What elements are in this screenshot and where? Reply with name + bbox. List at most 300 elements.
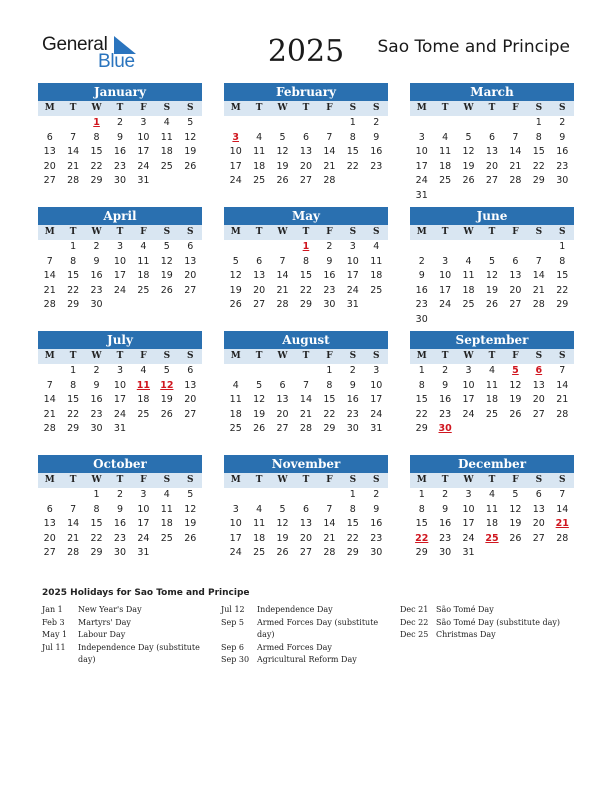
- weekday-label: T: [302, 103, 310, 113]
- week-row: [38, 255, 202, 270]
- holiday-item: [42, 617, 212, 630]
- day-cell: 29: [67, 423, 80, 435]
- week-row: [38, 160, 202, 175]
- weekday-label: T: [255, 351, 263, 361]
- day-cell: 20: [43, 532, 56, 544]
- day-cell: 4: [163, 117, 170, 128]
- day-cell: 21: [299, 408, 313, 420]
- day-cell: 18: [485, 518, 499, 530]
- weekday-header-row: [224, 473, 388, 488]
- weekday-label: S: [163, 475, 171, 485]
- weekday-label: T: [255, 227, 263, 237]
- weekday-label: M: [230, 103, 241, 113]
- weekday-header-row: [410, 225, 574, 240]
- week-row: [224, 503, 388, 518]
- day-cell: 13: [299, 146, 313, 158]
- holiday-day-cell: 5: [512, 365, 519, 376]
- calendar-year: 2025: [267, 34, 345, 69]
- day-cell: 29: [323, 423, 336, 435]
- day-cell: 24: [370, 408, 383, 420]
- day-cell: 25: [137, 284, 150, 296]
- empty-day-cell: [365, 298, 388, 313]
- weekday-header-row: [224, 225, 388, 240]
- empty-day-cell: [504, 189, 527, 204]
- empty-day-cell: [504, 546, 527, 561]
- day-cell: 27: [532, 532, 545, 544]
- day-cell: 17: [137, 518, 150, 530]
- day-cell: 10: [439, 270, 452, 282]
- empty-day-cell: [527, 240, 550, 255]
- day-cell: 9: [326, 255, 333, 267]
- day-cell: 28: [532, 299, 545, 311]
- day-cell: 18: [137, 394, 150, 406]
- day-cell: 19: [184, 146, 197, 158]
- day-cell: 22: [346, 160, 359, 172]
- empty-day-cell: [480, 422, 503, 437]
- day-cell: 14: [299, 394, 313, 406]
- day-cell: 11: [485, 503, 499, 515]
- day-cell: 12: [509, 503, 522, 515]
- week-row: [410, 488, 574, 503]
- day-cell: 12: [276, 518, 289, 530]
- day-cell: 18: [462, 284, 475, 296]
- month-title: December: [410, 455, 574, 473]
- weekday-label: S: [372, 475, 380, 485]
- day-cell: 9: [559, 131, 566, 143]
- month-july: [38, 331, 202, 437]
- day-cell: 23: [439, 408, 452, 420]
- weekday-label: W: [277, 227, 288, 237]
- day-cell: 6: [512, 255, 519, 267]
- day-cell: 17: [462, 394, 475, 406]
- day-cell: 8: [559, 255, 566, 267]
- day-cell: 25: [439, 175, 452, 187]
- day-cell: 8: [302, 255, 309, 267]
- day-cell: 5: [488, 255, 495, 267]
- week-row: [38, 116, 202, 131]
- empty-day-cell: [38, 240, 61, 255]
- weekday-label: M: [44, 103, 55, 113]
- day-cell: 14: [67, 146, 80, 158]
- weekday-label: T: [116, 351, 124, 361]
- weekday-label: F: [140, 103, 147, 113]
- day-cell: 23: [113, 532, 127, 544]
- weekday-label: S: [372, 351, 380, 361]
- holiday-name: Independence Day (substitute day): [78, 642, 200, 664]
- day-cell: 6: [302, 503, 309, 515]
- week-row: [38, 145, 202, 160]
- weekday-label: F: [512, 351, 519, 361]
- empty-day-cell: [271, 116, 294, 131]
- day-cell: 13: [43, 146, 56, 158]
- day-cell: 18: [253, 160, 266, 172]
- week-row: [410, 503, 574, 518]
- day-cell: 15: [323, 394, 336, 406]
- day-cell: 21: [43, 408, 56, 420]
- day-cell: 25: [229, 423, 242, 435]
- holiday-item: [42, 629, 212, 642]
- week-row: [224, 488, 388, 503]
- day-cell: 3: [116, 365, 123, 376]
- weekday-header-row: [38, 101, 202, 116]
- day-cell: 26: [276, 547, 289, 559]
- day-cell: 27: [253, 299, 266, 311]
- day-cell: 20: [184, 394, 197, 406]
- holiday-column: [400, 604, 570, 642]
- day-cell: 1: [70, 241, 77, 252]
- day-cell: 5: [279, 503, 286, 515]
- day-cell: 17: [439, 284, 452, 296]
- day-cell: 23: [370, 532, 383, 544]
- day-cell: 2: [116, 489, 123, 500]
- day-cell: 24: [113, 284, 127, 296]
- day-cell: 29: [532, 175, 545, 187]
- day-cell: 2: [93, 365, 100, 376]
- holiday-date: Sep 6: [221, 642, 244, 652]
- day-cell: 15: [532, 146, 545, 158]
- day-cell: 4: [140, 365, 147, 376]
- day-cell: 3: [465, 489, 472, 500]
- weekday-label: M: [416, 475, 427, 485]
- holiday-date: Sep 5: [221, 617, 244, 627]
- brand-name-general: General: [42, 34, 108, 55]
- day-cell: 16: [370, 146, 383, 158]
- month-april: [38, 207, 202, 313]
- empty-day-cell: [551, 422, 574, 437]
- day-cell: 18: [485, 394, 499, 406]
- weekday-header-row: [410, 473, 574, 488]
- day-cell: 11: [253, 146, 266, 158]
- day-cell: 29: [415, 547, 428, 559]
- day-cell: 15: [90, 146, 103, 158]
- day-cell: 10: [462, 379, 475, 391]
- day-cell: 6: [46, 131, 53, 143]
- day-cell: 12: [485, 270, 499, 282]
- day-cell: 29: [556, 299, 569, 311]
- day-cell: 23: [90, 408, 103, 420]
- weekday-label: S: [186, 103, 194, 113]
- day-cell: 16: [323, 270, 336, 282]
- day-cell: 22: [532, 160, 545, 172]
- weekday-label: T: [255, 475, 263, 485]
- weekday-label: F: [326, 227, 333, 237]
- empty-day-cell: [551, 189, 574, 204]
- empty-day-cell: [155, 422, 178, 437]
- empty-day-cell: [433, 240, 456, 255]
- day-cell: 11: [462, 270, 475, 282]
- day-cell: 6: [46, 503, 53, 515]
- empty-day-cell: [457, 116, 480, 131]
- holiday-day-cell: 30: [438, 423, 452, 435]
- day-cell: 21: [323, 532, 336, 544]
- holiday-day-cell: 1: [302, 241, 310, 252]
- day-cell: 23: [370, 160, 383, 172]
- day-cell: 22: [67, 408, 80, 420]
- day-cell: 29: [90, 547, 103, 559]
- day-cell: 14: [556, 379, 569, 391]
- week-row: [224, 422, 388, 437]
- day-cell: 24: [439, 299, 452, 311]
- day-cell: 20: [253, 284, 266, 296]
- day-cell: 6: [535, 489, 542, 500]
- day-cell: 1: [70, 365, 77, 376]
- day-cell: 28: [67, 175, 80, 187]
- week-row: [410, 364, 574, 379]
- day-cell: 20: [299, 532, 313, 544]
- empty-day-cell: [480, 546, 503, 561]
- week-row: [38, 503, 202, 518]
- day-cell: 6: [187, 365, 194, 376]
- empty-day-cell: [480, 189, 503, 204]
- weekday-label: W: [277, 475, 288, 485]
- empty-day-cell: [457, 189, 480, 204]
- day-cell: 3: [442, 255, 449, 267]
- day-cell: 9: [442, 379, 449, 391]
- day-cell: 10: [137, 131, 150, 143]
- day-cell: 16: [415, 284, 428, 296]
- day-cell: 2: [373, 117, 380, 128]
- month-title: August: [224, 331, 388, 349]
- empty-day-cell: [155, 298, 178, 313]
- holiday-date: Dec 21: [400, 605, 429, 614]
- week-row: [38, 408, 202, 423]
- day-cell: 13: [184, 255, 197, 267]
- day-cell: 2: [373, 489, 380, 500]
- empty-day-cell: [38, 364, 61, 379]
- weekday-label: T: [302, 227, 310, 237]
- day-cell: 23: [323, 284, 336, 296]
- holiday-day-cell: 12: [160, 379, 174, 391]
- weekday-label: F: [140, 351, 147, 361]
- weekday-label: T: [255, 103, 263, 113]
- day-cell: 27: [43, 547, 56, 559]
- day-cell: 3: [232, 503, 239, 515]
- week-row: [224, 298, 388, 313]
- day-cell: 5: [465, 131, 472, 143]
- day-cell: 26: [184, 532, 197, 544]
- day-cell: 15: [415, 518, 428, 530]
- weekday-label: S: [535, 475, 543, 485]
- day-cell: 29: [415, 423, 428, 435]
- weekday-header-row: [38, 349, 202, 364]
- holiday-item: [221, 617, 391, 642]
- month-title: June: [410, 207, 574, 225]
- day-cell: 4: [256, 131, 263, 143]
- month-august: [224, 331, 388, 437]
- day-cell: 2: [93, 241, 100, 252]
- day-cell: 21: [556, 394, 569, 406]
- day-cell: 27: [485, 175, 499, 187]
- day-cell: 20: [509, 284, 522, 296]
- holiday-date: Dec 25: [400, 630, 429, 639]
- day-cell: 12: [462, 146, 475, 158]
- week-row: [224, 546, 388, 561]
- empty-day-cell: [504, 116, 527, 131]
- day-cell: 27: [299, 547, 313, 559]
- day-cell: 12: [184, 503, 197, 515]
- week-row: [224, 393, 388, 408]
- day-cell: 10: [415, 146, 428, 158]
- day-cell: 7: [302, 379, 309, 391]
- empty-day-cell: [551, 546, 574, 561]
- day-cell: 3: [349, 241, 356, 252]
- day-cell: 26: [509, 408, 522, 420]
- week-row: [410, 422, 574, 437]
- day-cell: 13: [532, 503, 545, 515]
- day-cell: 20: [276, 408, 289, 420]
- day-cell: 27: [509, 299, 522, 311]
- day-cell: 21: [532, 284, 545, 296]
- weekday-label: M: [230, 475, 241, 485]
- day-cell: 14: [276, 270, 289, 282]
- day-cell: 24: [346, 284, 359, 296]
- day-cell: 12: [229, 270, 242, 282]
- day-cell: 30: [90, 299, 103, 311]
- day-cell: 26: [253, 423, 266, 435]
- day-cell: 30: [370, 547, 383, 559]
- day-cell: 9: [116, 503, 123, 515]
- weekday-label: S: [163, 227, 171, 237]
- day-cell: 11: [160, 131, 173, 143]
- day-cell: 2: [116, 117, 123, 128]
- holiday-date: Jul 11: [42, 642, 66, 652]
- weekday-label: S: [558, 475, 566, 485]
- week-row: [410, 532, 574, 547]
- week-row: [38, 532, 202, 547]
- day-cell: 2: [349, 365, 356, 376]
- weekday-label: T: [116, 103, 124, 113]
- weekday-label: M: [416, 227, 427, 237]
- weekday-label: T: [69, 351, 77, 361]
- week-row: [38, 364, 202, 379]
- day-cell: 16: [113, 518, 127, 530]
- day-cell: 20: [43, 160, 56, 172]
- day-cell: 15: [67, 270, 80, 282]
- weekday-label: W: [277, 351, 288, 361]
- brand-name-blue: Blue: [98, 51, 135, 72]
- weekday-label: S: [163, 351, 171, 361]
- day-cell: 22: [415, 408, 428, 420]
- empty-day-cell: [433, 313, 456, 328]
- holiday-name: São Tomé Day: [436, 605, 494, 614]
- empty-day-cell: [527, 422, 550, 437]
- day-cell: 6: [256, 255, 263, 267]
- holiday-day-cell: 21: [555, 518, 569, 530]
- day-cell: 19: [229, 284, 242, 296]
- day-cell: 11: [137, 255, 150, 267]
- day-cell: 5: [187, 489, 194, 500]
- day-cell: 10: [229, 518, 242, 530]
- holiday-date: Jan 1: [42, 605, 63, 614]
- month-january: [38, 83, 202, 189]
- empty-day-cell: [38, 116, 61, 131]
- day-cell: 31: [462, 547, 475, 559]
- day-cell: 30: [439, 547, 452, 559]
- day-cell: 13: [299, 518, 313, 530]
- weekday-label: W: [463, 351, 474, 361]
- day-cell: 18: [160, 518, 173, 530]
- day-cell: 5: [187, 117, 194, 128]
- day-cell: 3: [116, 241, 123, 252]
- day-cell: 15: [67, 394, 80, 406]
- weekday-label: W: [91, 103, 102, 113]
- empty-day-cell: [179, 174, 202, 189]
- weekday-label: T: [441, 475, 449, 485]
- day-cell: 30: [346, 423, 359, 435]
- holiday-item: [42, 642, 212, 667]
- week-row: [410, 298, 574, 313]
- day-cell: 11: [253, 518, 266, 530]
- day-cell: 19: [509, 518, 522, 530]
- day-cell: 19: [276, 532, 289, 544]
- weekday-label: T: [441, 351, 449, 361]
- weekday-label: S: [558, 103, 566, 113]
- empty-day-cell: [318, 488, 341, 503]
- day-cell: 26: [160, 408, 173, 420]
- month-october: [38, 455, 202, 561]
- day-cell: 31: [137, 175, 150, 187]
- empty-day-cell: [38, 488, 61, 503]
- day-cell: 1: [559, 241, 566, 252]
- holiday-name: Independence Day: [257, 605, 333, 614]
- day-cell: 16: [439, 394, 452, 406]
- weekday-label: S: [349, 227, 357, 237]
- day-cell: 22: [556, 284, 569, 296]
- day-cell: 25: [160, 532, 173, 544]
- day-cell: 29: [299, 299, 313, 311]
- empty-day-cell: [457, 422, 480, 437]
- day-cell: 25: [160, 160, 173, 172]
- empty-day-cell: [294, 116, 317, 131]
- week-row: [410, 269, 574, 284]
- day-cell: 5: [279, 131, 286, 143]
- day-cell: 10: [229, 146, 242, 158]
- week-row: [410, 189, 574, 204]
- day-cell: 22: [67, 284, 80, 296]
- week-row: [410, 145, 574, 160]
- month-title: October: [38, 455, 202, 473]
- day-cell: 17: [229, 160, 242, 172]
- day-cell: 12: [276, 146, 289, 158]
- day-cell: 4: [163, 489, 170, 500]
- holiday-day-cell: 22: [415, 532, 429, 544]
- day-cell: 23: [415, 299, 428, 311]
- week-row: [410, 393, 574, 408]
- empty-day-cell: [132, 422, 155, 437]
- weekday-label: F: [512, 103, 519, 113]
- day-cell: 24: [462, 532, 475, 544]
- week-row: [38, 269, 202, 284]
- holiday-day-cell: 6: [535, 365, 543, 376]
- empty-day-cell: [247, 364, 270, 379]
- weekday-label: S: [186, 351, 194, 361]
- day-cell: 17: [113, 394, 127, 406]
- day-cell: 31: [113, 423, 127, 435]
- week-row: [410, 160, 574, 175]
- weekday-header-row: [410, 349, 574, 364]
- day-cell: 12: [509, 379, 522, 391]
- week-row: [38, 517, 202, 532]
- month-title: April: [38, 207, 202, 225]
- day-cell: 19: [276, 160, 289, 172]
- day-cell: 18: [160, 146, 173, 158]
- month-june: [410, 207, 574, 328]
- day-cell: 8: [93, 503, 100, 515]
- day-cell: 22: [90, 532, 103, 544]
- day-cell: 13: [43, 518, 56, 530]
- day-cell: 13: [184, 379, 197, 391]
- day-cell: 19: [160, 394, 173, 406]
